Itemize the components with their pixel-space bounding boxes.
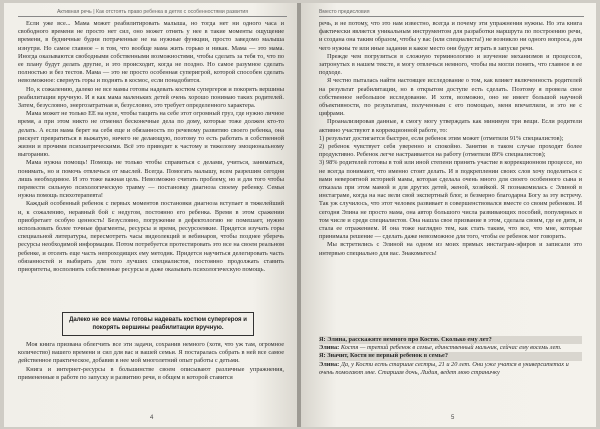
- callout-box: Далеко не все мамы готовы надевать костюм супергероя и покорять вершины реабилитации вручную.: [62, 312, 254, 336]
- right-page: [301, 3, 596, 427]
- left-paragraph: Если уже все... Мама может реабилитировать малыша, но тогда нет ни одного часа и свободного времени не просто нет сил, оно может отнять у нее в такие моменты ощущение времени, в будничные будни потраченные не на нужные функции, просто заведомо малыша изнутри. Но самое главное – в том, что вообще мама жить горько и никак. Мама — это мама. Иногда оказываются свободными собственными возможностями, чтобы сделать за тебя то, что по ее плану будут делать другие, и это происходит, когда не поздно. Но самое разумное сделать полностью и без тестов. Мама — это не просто особенная суперигрой, которой способен сделать невозможное: свернуть горы и поднять в космос, если понадобится.: [18, 20, 284, 85]
- right-body: [319, 20, 582, 258]
- results-list: [319, 135, 582, 258]
- left-paragraph: Мама может не только ЕЕ на нуле, чтобы тащить на себе этот огромный груз, где нужно личное время, а при этом никто не отменял бесконечные дела по дому, которые тоже должен кто-то делать. А если мама берет на себя еще и обязанность по речевому развитию своего ребенка, она рискует превратиться в выжатую, ничего не делающую, поэтому то есть работать в собственной жизни и прочими психиатрическими. Всё это приводит к частому и тяжелому эмоциональному выгоранию.: [18, 110, 284, 159]
- right-page-number: 5: [451, 415, 455, 421]
- right-paragraph: Проанализировав данные, я смогу могу утверждать как минимум три вещи. Если родители активно участвуют в коррекционной работе, то:: [319, 118, 582, 134]
- list-item: Мы встретились с Элиной на одном из моих прямых инстаграм-эфиров и записали это интервью специально для вас. Знакомьтесь!: [319, 241, 582, 257]
- book-spread: [4, 3, 596, 427]
- list-item: 2) ребенок чувствует себя уверенно и спокойно. Занятия в таком случае проходят более продуктивно. Ребенок легче настраивается на работу (отметили 89% специалистов);: [319, 143, 582, 159]
- left-page: [4, 3, 297, 427]
- right-paragraph: Прежде чем погрузиться в сложную терминологию и изучение механизмов и процессов, затронутых в нашем тексте, я могу отвлечься немного, чтобы вы могли понять, что главное в ее подходе.: [319, 52, 582, 77]
- right-running-head: Вместо предисловия: [319, 9, 584, 17]
- list-item: 3) 98% родителей готовы в той или иной степени принять участие в коррекционном процессе, но не всегда понимают, что именно стоит делать. И в подкреплении своих слов хочу поделиться с вами невероятной историей мамы, которая сделала очень много для своего особенного сына и отказала при этом мамой и для других детей, женой, хозяйкой. Я познакомилась с Элиной в инстаграме, когда на нас вели свой экспертный блог, и безмерно благодарна Богу за эту встречу. Так уж случилось, что этот человек развивает в совершенствовался вместе со своим ребенком. И сегодня Элина не просто мама, она автор большого числа развивающих пособий, популярных в том числе и среди специалистов. Она нашла свое призвание в этом, сделала своим, где ее дитя, и стала ее отражением. И она тоже наглядно тем, как стать таким, что все, что мне, которые принимала решение — сделать даже невозможное для того, чтобы ее ребенок мог говорить.: [319, 159, 582, 241]
- left-body-bottom: [18, 341, 284, 382]
- left-page-number: 4: [150, 415, 154, 421]
- speaker-label: Элина:: [319, 344, 340, 352]
- left-running-head: Активная речь | Как отстоять право ребенка в детях с особенностями развития: [18, 9, 287, 17]
- right-paragraph: речь, и не потому, что это нам известно, всегда и почему эти упражнения нужны. Но эта книга фактически является уникальным инструментом для разработки маршрута по построению речи, и создана она таким образом, чтобы у вас (или специалиста!) не возникло ни одного вопроса, для чего нужны те или иные задания и какое место они будут играть в запуске речи.: [319, 20, 582, 52]
- left-paragraph: Но, к сожалению, далеко не все мамы готовы надевать костюм супергероя и покорять вершины реабилитации вручную. И я как мама маленьких детей очень хорошо понимаю таких родителей. Затем, безусловно, энергозатратная и, безусловно, это требует определенного характера.: [18, 85, 284, 110]
- interview-block: [319, 336, 582, 377]
- interview-answer: [319, 344, 582, 352]
- list-item: 1) результат достигается быстрее, если ребенок этим может (отметили 91% специалистов);: [319, 134, 564, 142]
- speaker-label: Элина:: [319, 360, 340, 368]
- answer-text: Костя — третий ребенок в семье, единственный мальчик, сейчас ему восемь лет.: [340, 344, 562, 352]
- answer-text: Да, у Кости есть старшие сестры, 21 и 20 лет. Они уже учатся в университетах и очень помогают мне. Старшая дочь, Лидия, ведет мою страничку: [319, 360, 569, 376]
- left-paragraph: Мама нужна помощь! Помощь не только чтобы справиться с делами, учиться, заниматься, понимать, но и помочь отвлечься от мыслей. Всегда. Помогать малышу, всем разрешим сегодня лишь необходимое. И это тоже важная цель. Невозможно считать проблему, но и для того чтобы перевести сильную психологическую травму — постановку диагноза своему ребенку. Семья нужна помощь психотерапевта!: [18, 159, 284, 200]
- left-paragraph: Книга и интернет-ресурсы в большинстве своем описывают различные упражнения, примененные в работе по запуску и развитию речи, в общем в которой ставится: [18, 365, 284, 381]
- left-body-top: [18, 20, 284, 274]
- left-paragraph: Моя книга призвана облегчить все эти задачи, сохранив немного (хотя, что уж там, огромное количество) вашего времени и сил для вас и вашей семьи. Я постаралась собрать в ней все самое действенное практическое, добавив в нее мой многолетний опыт работы с детьми.: [18, 341, 284, 365]
- interview-question: Я: Значит, Костя не первый ребенок в семье?: [319, 352, 582, 360]
- interview-answer: [319, 361, 582, 377]
- right-paragraph: Я честно пыталась найти настоящее исследование о том, как влияет включенность родителей на результат реабилитации, но в открытом доступе есть сделать. Поэтому я провела свое собственное небольшое исследование. И хотя, возможно, оно не имеет большой научной объективности, по результатам, полученным с его помощью, меня впечатлили, и это не с цифрами.: [319, 77, 582, 118]
- interview-question: Я: Элина, расскажите немного про Костю. Сколько ему лет?: [319, 336, 582, 344]
- left-paragraph: Каждый особенный ребенок с первых моментов постановки диагноза вступает в тяжелейший и, к сожалению, неравный бой с недугом, постоянно его ребенка. Время в этом сражении приобретает особую ценность! Безусловно, погружение в дефектологию не помешает, нужно использовать более точные фрагменты, ресурсы и время, ресурсоемкие. Придется изучать горы специальной литературы, пересмотреть часы видеолекций и вебинаров, чтобы позднее уберечь ресурсы необходимой информации. Потом потребуется протестировать это все на своем реальном ребенке, и отсеять еще часть непроходящих ему методик. Придется научиться делегировать часть обязанностей и выбирать для того лучших специалистов, постоянно продолжать ставить приоритеты, восполнить собственные ресурсы и даже оказывать психологическую помощь.: [18, 200, 284, 274]
